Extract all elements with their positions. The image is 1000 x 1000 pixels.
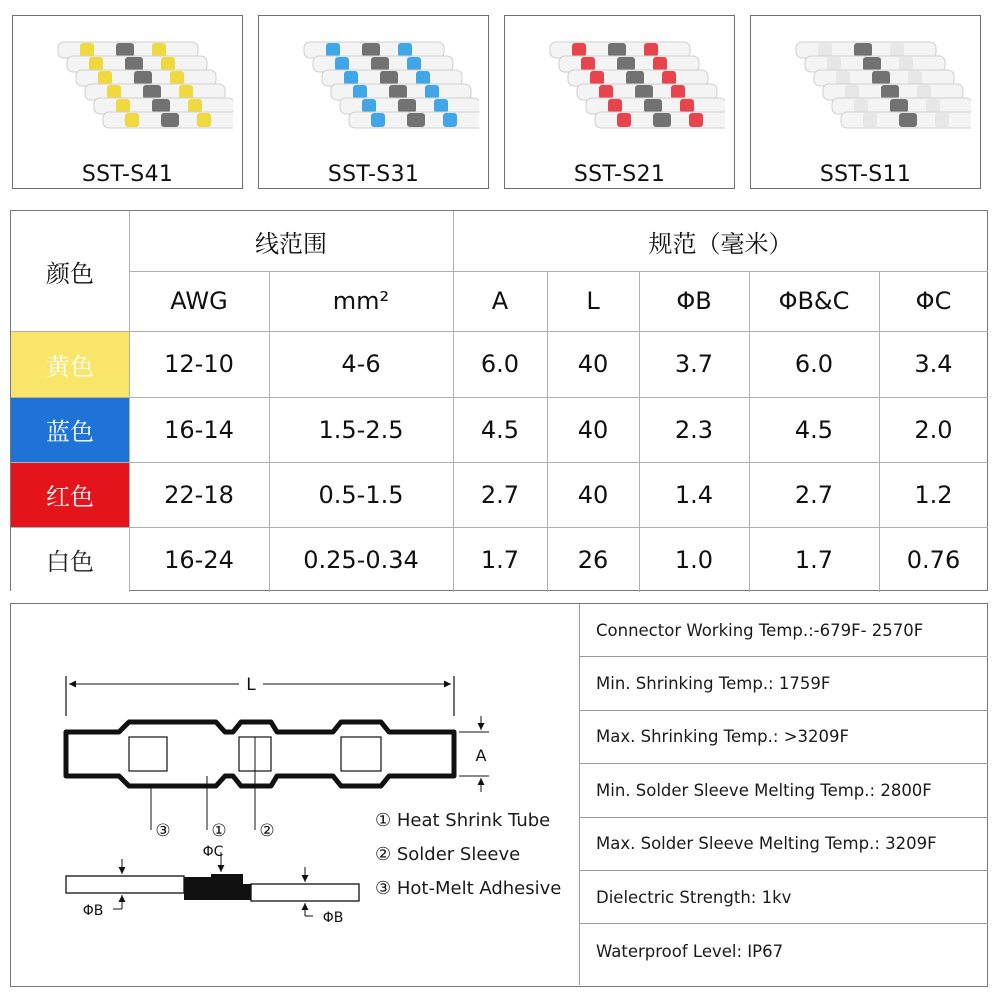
legend-heat-shrink-tube: ① Heat Shrink Tube (375, 810, 551, 831)
cell-mm2: 4-6 (341, 350, 381, 378)
cell-l: 26 (577, 545, 609, 574)
property-min-solder-melt: Min. Solder Sleeve Melting Temp.: 2800F (580, 764, 988, 817)
phi-b-label: ΦB (322, 910, 344, 926)
column-header-awg: AWG (170, 287, 228, 315)
solder-ring (161, 113, 179, 127)
column-header-phi-bc: ΦB&C (778, 287, 850, 315)
grid-line (639, 271, 640, 592)
adhesive-band (836, 71, 850, 85)
cell-a: 6.0 (480, 350, 520, 378)
adhesive-band (854, 99, 868, 113)
adhesive-band (818, 43, 832, 57)
cell-mm2: 0.25-0.34 (303, 545, 419, 574)
solder-ring (116, 43, 134, 57)
property-list (579, 604, 988, 985)
adhesive-band (170, 71, 184, 85)
product-card-sst-s41 (12, 15, 243, 189)
spec-mm-header: 规范（毫米） (648, 229, 793, 258)
grid-line (269, 271, 270, 592)
a-label: A (475, 746, 487, 765)
adhesive-band (662, 71, 676, 85)
grid-line (129, 271, 988, 272)
color-swatch-blue: 蓝色 (11, 397, 129, 462)
property-dielectric-strength: Dielectric Strength: 1kv (580, 871, 988, 924)
property-max-solder-melt: Max. Solder Sleeve Melting Temp.: 3209F (580, 818, 988, 871)
cell-phi-c: 3.4 (914, 350, 953, 378)
column-header-l: L (586, 287, 600, 315)
cell-phi-b: 1.0 (674, 545, 714, 574)
cell-l: 40 (577, 480, 609, 509)
cell-l: 40 (577, 350, 609, 378)
length-dimension (66, 674, 454, 716)
adhesive-band (161, 57, 175, 71)
cell-phi-b: 3.7 (674, 350, 714, 378)
adhesive-band (188, 99, 202, 113)
cell-phi-c: 0.76 (906, 545, 961, 574)
a-dimension (459, 716, 489, 792)
adhesive-band (89, 57, 103, 71)
connector-photo (761, 24, 971, 144)
cell-phi-c: 1.2 (914, 480, 953, 509)
cell-phi-bc: 2.7 (794, 480, 834, 509)
color-swatch-white: 白色 (11, 527, 129, 592)
phi-b-label: ΦB (82, 903, 104, 919)
color-swatch-red: 红色 (11, 462, 129, 527)
adhesive-band (335, 57, 349, 71)
adhesive-band (899, 57, 913, 71)
column-header-phi-c: ΦC (915, 287, 952, 315)
solder-ring (617, 57, 635, 71)
solder-ring (635, 85, 653, 99)
dimension-diagram (11, 604, 571, 984)
adhesive-band (653, 57, 667, 71)
callout-3: ③ (155, 821, 171, 841)
wire-range-header: 线范围 (255, 229, 327, 258)
solder-ring (626, 71, 644, 85)
legend-hot-melt-adhesive: ③ Hot-Melt Adhesive (375, 878, 562, 899)
adhesive-band (845, 85, 859, 99)
solder-ring (125, 57, 143, 71)
adhesive-band (425, 85, 439, 99)
adhesive-band (416, 71, 430, 85)
grid-line (11, 527, 988, 528)
adhesive-band (362, 99, 376, 113)
adhesive-band (152, 43, 166, 57)
column-header-a: A (491, 287, 509, 315)
solder-ring (389, 85, 407, 99)
cell-l: 40 (577, 415, 609, 444)
solder-ring (872, 71, 890, 85)
connector-photo (23, 24, 233, 144)
solder-ring (890, 99, 908, 113)
callout-2: ② (259, 821, 275, 841)
grid-line (11, 331, 988, 332)
cell-mm2: 0.5-1.5 (318, 480, 404, 509)
adhesive-band (434, 99, 448, 113)
adhesive-band (398, 43, 412, 57)
cell-phi-b: 2.3 (674, 415, 714, 444)
property-waterproof-level: Waterproof Level: IP67 (596, 941, 784, 961)
cell-a: 4.5 (480, 415, 520, 444)
adhesive-band (98, 71, 112, 85)
cell-awg: 16-14 (164, 415, 234, 444)
solder-ring (380, 71, 398, 85)
product-model: SST-S31 (327, 162, 420, 187)
length-label: L (246, 675, 256, 695)
adhesive-band (608, 99, 622, 113)
technical-panel (10, 603, 988, 987)
adhesive-band (581, 57, 595, 71)
property-min-shrink-temp: Min. Shrinking Temp.: 1759F (580, 657, 988, 710)
adhesive-band (935, 113, 949, 127)
adhesive-band (908, 71, 922, 85)
adhesive-band (572, 43, 586, 57)
adhesive-band (599, 85, 613, 99)
adhesive-band (617, 113, 631, 127)
cell-phi-c: 2.0 (914, 415, 953, 444)
spec-table (10, 210, 988, 591)
color-column-header: 颜色 (46, 259, 94, 288)
column-header-mm2: mm² (332, 287, 390, 315)
solder-ring (644, 99, 662, 113)
cell-phi-b: 1.4 (674, 480, 714, 509)
adhesive-band (590, 71, 604, 85)
grid-line (879, 271, 880, 592)
adhesive-band (116, 99, 130, 113)
adhesive-band (689, 113, 703, 127)
adhesive-band (353, 85, 367, 99)
cell-a: 2.7 (480, 480, 520, 509)
adhesive-band (80, 43, 94, 57)
cell-phi-bc: 1.7 (794, 545, 834, 574)
cell-phi-bc: 4.5 (794, 415, 834, 444)
cell-awg: 12-10 (164, 350, 234, 378)
product-card-sst-s31 (258, 15, 489, 189)
section-view (66, 852, 359, 916)
cell-awg: 16-24 (164, 545, 234, 574)
connector-photo (269, 24, 479, 144)
adhesive-band (326, 43, 340, 57)
solder-ring (143, 85, 161, 99)
solder-ring (134, 71, 152, 85)
grid-line (11, 397, 988, 398)
product-model: SST-S11 (819, 162, 912, 187)
solder-ring (854, 43, 872, 57)
cell-awg: 22-18 (164, 480, 234, 509)
property-max-shrink-temp: Max. Shrinking Temp.: >3209F (580, 711, 988, 764)
cell-a: 1.7 (480, 545, 520, 574)
grid-line (453, 211, 454, 592)
cell-mm2: 1.5-2.5 (318, 415, 404, 444)
product-card-sst-s21 (504, 15, 735, 189)
column-header-phi-b: ΦB (676, 287, 712, 315)
adhesive-band (125, 113, 139, 127)
connector-outline (66, 722, 454, 786)
solder-ring (653, 113, 671, 127)
solder-ring (362, 43, 380, 57)
connector-photo (515, 24, 725, 144)
phi-c-label: ΦC (202, 844, 224, 860)
adhesive-band (443, 113, 457, 127)
adhesive-band (827, 57, 841, 71)
adhesive-band (917, 85, 931, 99)
product-model: SST-S21 (573, 162, 666, 187)
grid-line (11, 462, 988, 463)
adhesive-band (344, 71, 358, 85)
adhesive-band (371, 113, 385, 127)
product-card-sst-s11 (750, 15, 981, 189)
adhesive-band (644, 43, 658, 57)
solder-ring (407, 113, 425, 127)
grid-line (547, 271, 548, 592)
callout-1: ① (211, 821, 227, 841)
cell-phi-bc: 6.0 (794, 350, 834, 378)
solder-ring (863, 57, 881, 71)
adhesive-band (107, 85, 121, 99)
adhesive-band (407, 57, 421, 71)
adhesive-band (680, 99, 694, 113)
adhesive-band (671, 85, 685, 99)
solder-ring (608, 43, 626, 57)
grid-line (129, 211, 130, 592)
grid-line (749, 271, 750, 592)
adhesive-band (926, 99, 940, 113)
adhesive-band (863, 113, 877, 127)
solder-ring (899, 113, 917, 127)
solder-ring (371, 57, 389, 71)
solder-ring (398, 99, 416, 113)
adhesive-band (197, 113, 211, 127)
product-model: SST-S41 (81, 162, 174, 187)
solder-ring (881, 85, 899, 99)
adhesive-band (179, 85, 193, 99)
color-swatch-yellow: 黄色 (11, 331, 129, 397)
property-working-temp: Connector Working Temp.:-679F- 2570F (580, 604, 988, 657)
solder-ring (152, 99, 170, 113)
adhesive-band (890, 43, 904, 57)
legend-solder-sleeve: ② Solder Sleeve (375, 844, 521, 865)
